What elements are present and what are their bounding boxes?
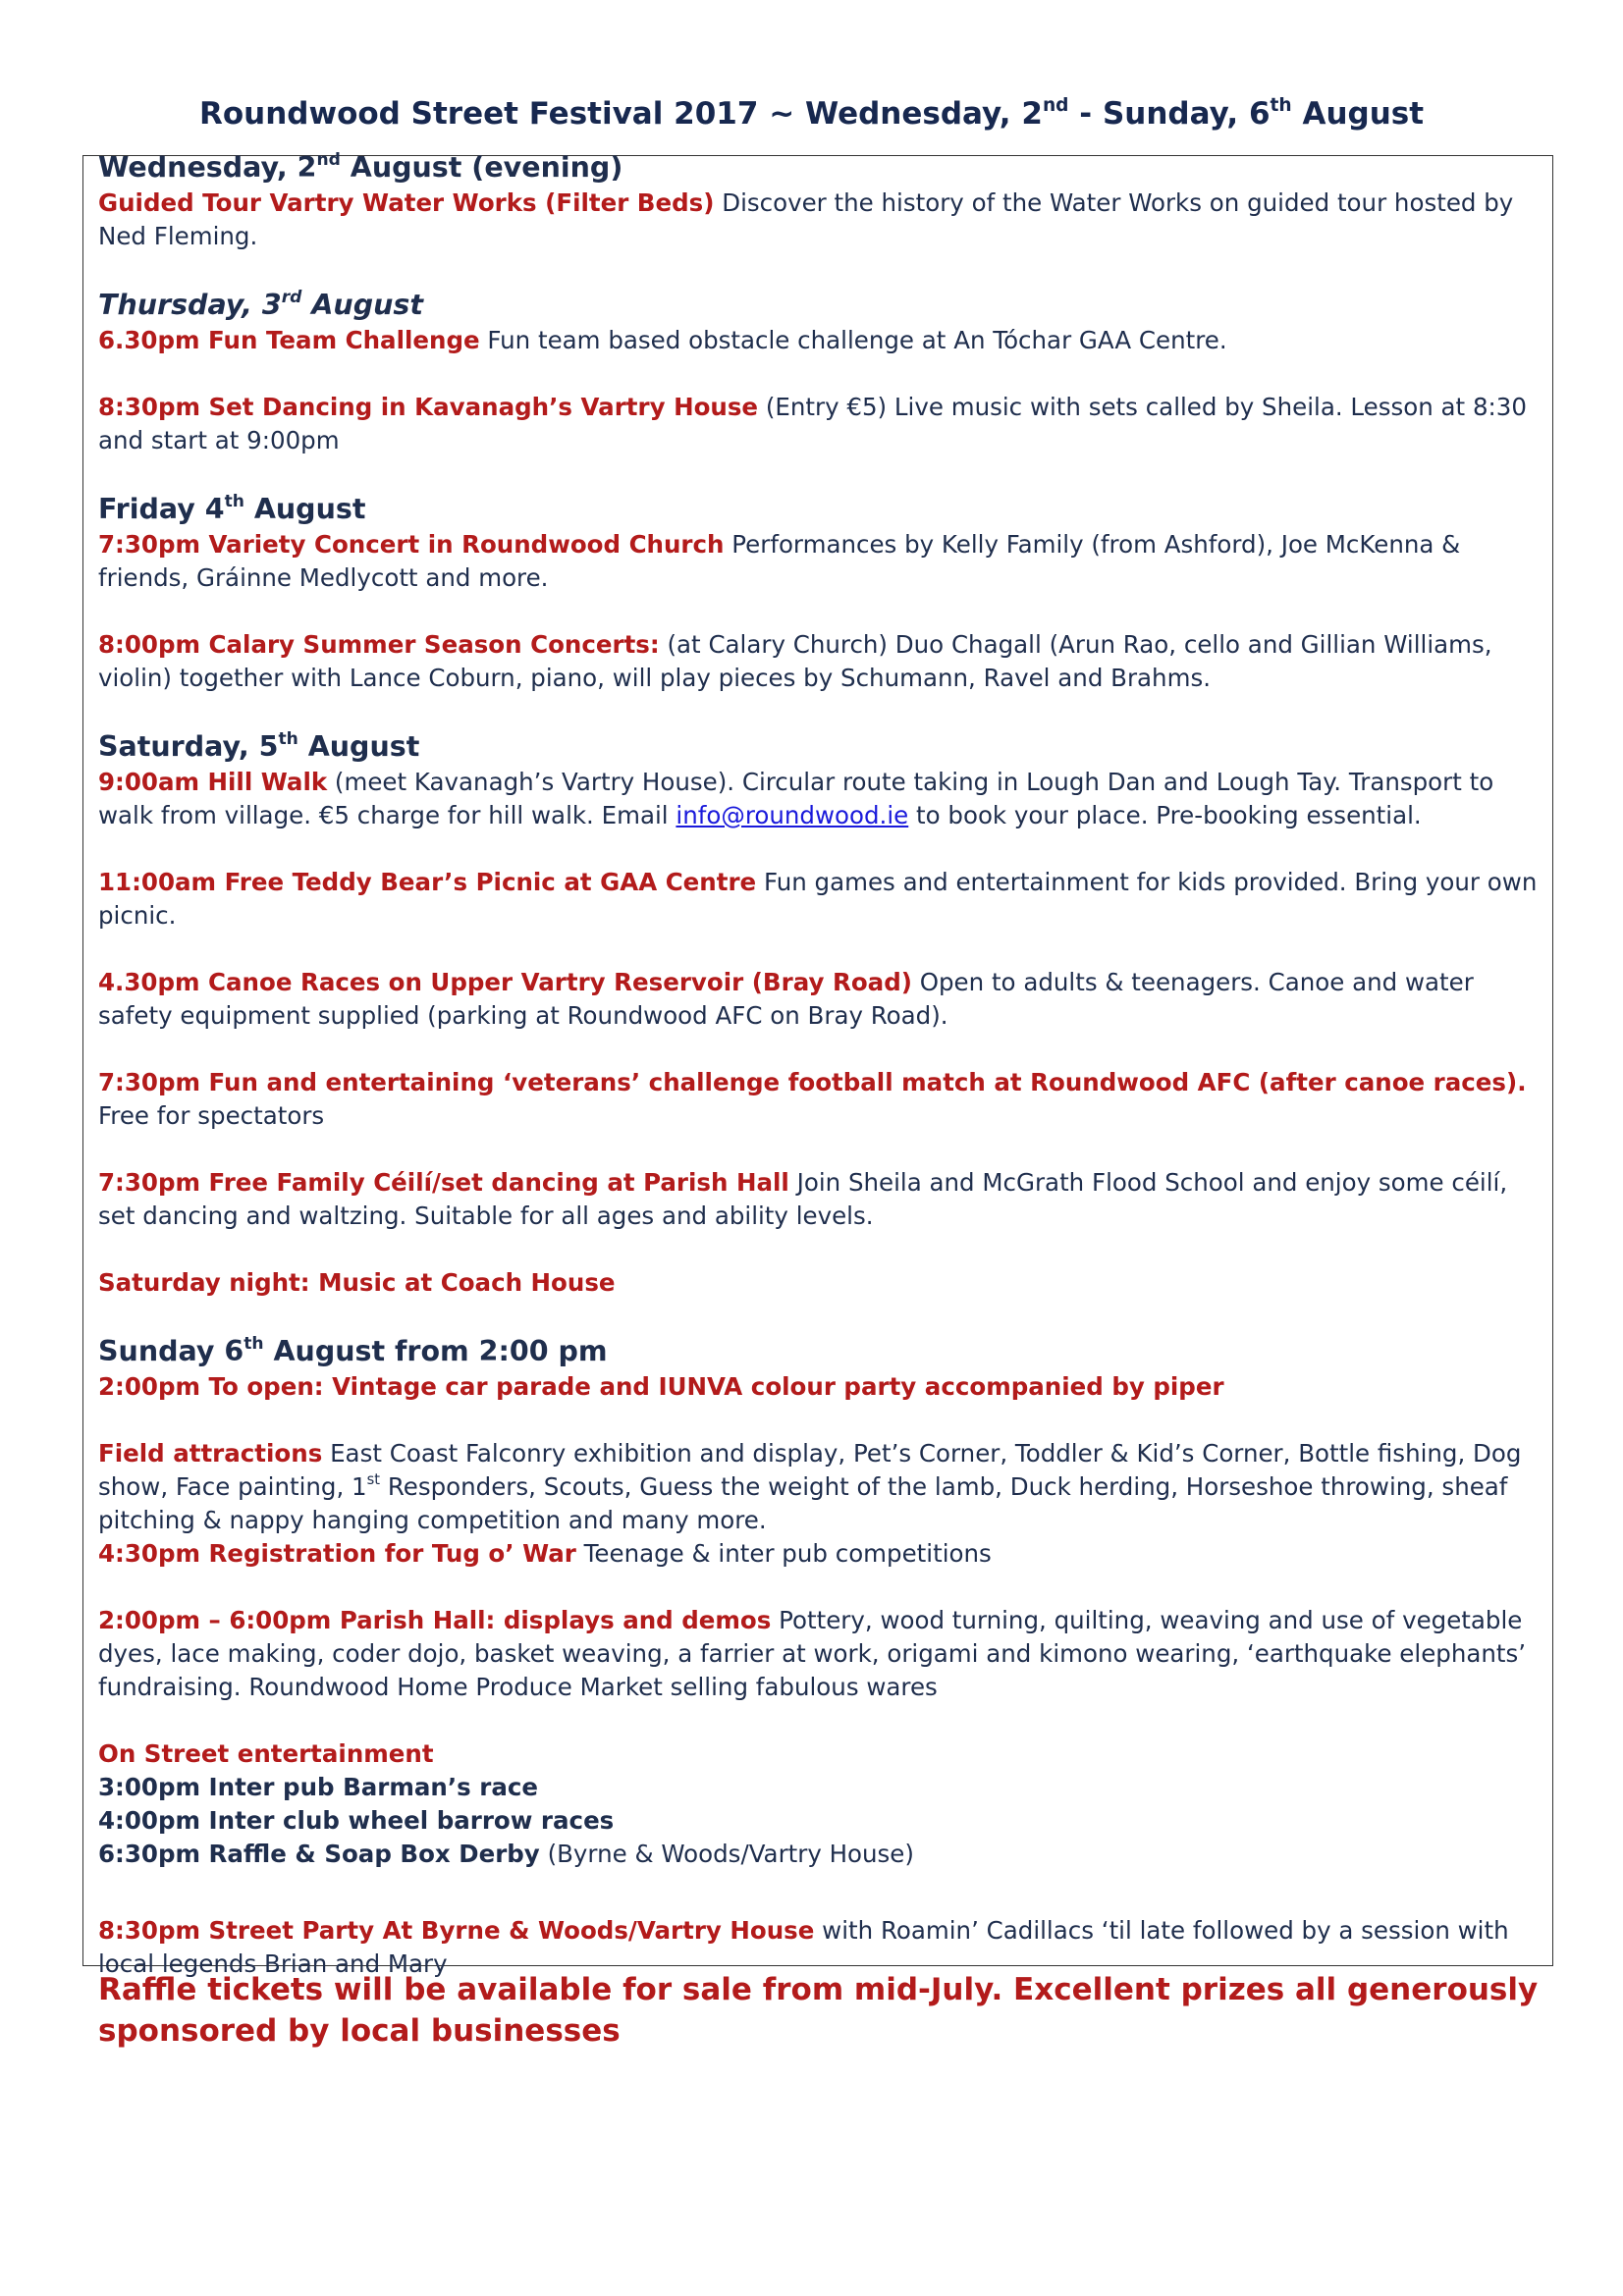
event-tug-o-war: 4:30pm Registration for Tug o’ War Teenage & inter pub competitions [98, 1539, 992, 1568]
day-heading-sunday: Sunday 6th August from 2:00 pm [98, 1333, 608, 1367]
day-heading-saturday: Saturday, 5th August [98, 728, 420, 763]
street-item-wheelbarrow: 4:00pm Inter club wheel barrow races [98, 1806, 615, 1835]
schedule-content [98, 149, 1551, 1981]
event-canoe-races: 4.30pm Canoe Races on Upper Vartry Reservoir (Bray Road) Open to adults & teenagers. Canoe and water safety equipment supplied (parking at Roundwood AFC on Bray Road). [98, 968, 1474, 1030]
event-vintage-parade: 2:00pm To open: Vintage car parade and IUNVA colour party accompanied by piper [98, 1372, 1224, 1401]
street-item-raffle-derby: 6:30pm Raffle & Soap Box Derby (Byrne & Woods/Vartry House) [98, 1840, 914, 1868]
event-fun-team-challenge: 6.30pm Fun Team Challenge Fun team based obstacle challenge at An Tóchar GAA Centre. [98, 326, 1227, 354]
event-guided-tour: Guided Tour Vartry Water Works (Filter Beds) Discover the history of the Water Works on guided tour hosted by Ned Fleming. [98, 188, 1514, 250]
event-calary-concerts: 8:00pm Calary Summer Season Concerts: (at Calary Church) Duo Chagall (Arun Rao, cello and Gillian Williams, violin) together with Lance Coburn, piano, will play pieces by Schumann, Ravel and Brahms. [98, 630, 1492, 692]
page-title: Roundwood Street Festival 2017 ~ Wednesday, 2nd - Sunday, 6th August [198, 94, 1425, 132]
day-heading-wednesday: Wednesday, 2nd August (evening) [98, 149, 623, 184]
event-street-party: 8:30pm Street Party At Byrne & Woods/Vartry House with Roamin’ Cadillacs ‘til late followed by a session with local legends Brian and Mary [98, 1916, 1509, 1978]
event-hill-walk: 9:00am Hill Walk (meet Kavanagh’s Vartry House). Circular route taking in Lough Dan and Lough Tay. Transport to walk from village. €5 charge for hill walk. Email info@roundwood.ie to book your place. Pre-booking essential. [98, 768, 1494, 829]
event-teddy-bears-picnic: 11:00am Free Teddy Bear’s Picnic at GAA Centre Fun games and entertainment for kids provided. Bring your own picnic. [98, 868, 1538, 930]
day-heading-friday: Friday 4th August [98, 491, 366, 525]
day-heading-thursday: Thursday, 3rd August [98, 287, 423, 321]
event-field-attractions: Field attractions East Coast Falconry exhibition and display, Pet’s Corner, Toddler & Kid’s Corner, Bottle fishing, Dog show, Face painting, 1st Responders, Scouts, Guess the weight of the lamb, Duck herding, Horseshoe throwing, sheaf pitching & nappy hanging competition and many more. [98, 1439, 1522, 1534]
street-entertainment-heading: On Street entertainment [98, 1739, 434, 1768]
event-coach-house-music: Saturday night: Music at Coach House [98, 1268, 616, 1297]
raffle-notice: Raffle tickets will be available for sale from mid-July. Excellent prizes all generously sponsored by local businesses [98, 1972, 1539, 2049]
event-set-dancing: 8:30pm Set Dancing in Kavanagh’s Vartry House (Entry €5) Live music with sets called by Sheila. Lesson at 8:30 and start at 9:00pm [98, 393, 1527, 454]
event-veterans-match: 7:30pm Fun and entertaining ‘veterans’ challenge football match at Roundwood AFC (after canoe races). Free for spectators [98, 1068, 1527, 1130]
street-item-barman-race: 3:00pm Inter pub Barman’s race [98, 1773, 539, 1801]
email-link[interactable]: info@roundwood.ie [676, 801, 909, 829]
event-ceili: 7:30pm Free Family Céilí/set dancing at Parish Hall Join Sheila and McGrath Flood School and enjoy some céilí, set dancing and waltzing. Suitable for all ages and ability levels. [98, 1168, 1508, 1230]
event-variety-concert: 7:30pm Variety Concert in Roundwood Church Performances by Kelly Family (from Ashford), Joe McKenna & friends, Gráinne Medlycott and more. [98, 530, 1461, 592]
event-parish-hall-demos: 2:00pm – 6:00pm Parish Hall: displays and demos Pottery, wood turning, quilting, weaving and use of vegetable dyes, lace making, coder dojo, basket weaving, a farrier at work, origami and kimono wearing, ‘earthquake elephants’ fundraising. Roundwood Home Produce Market selling fabulous wares [98, 1606, 1527, 1701]
